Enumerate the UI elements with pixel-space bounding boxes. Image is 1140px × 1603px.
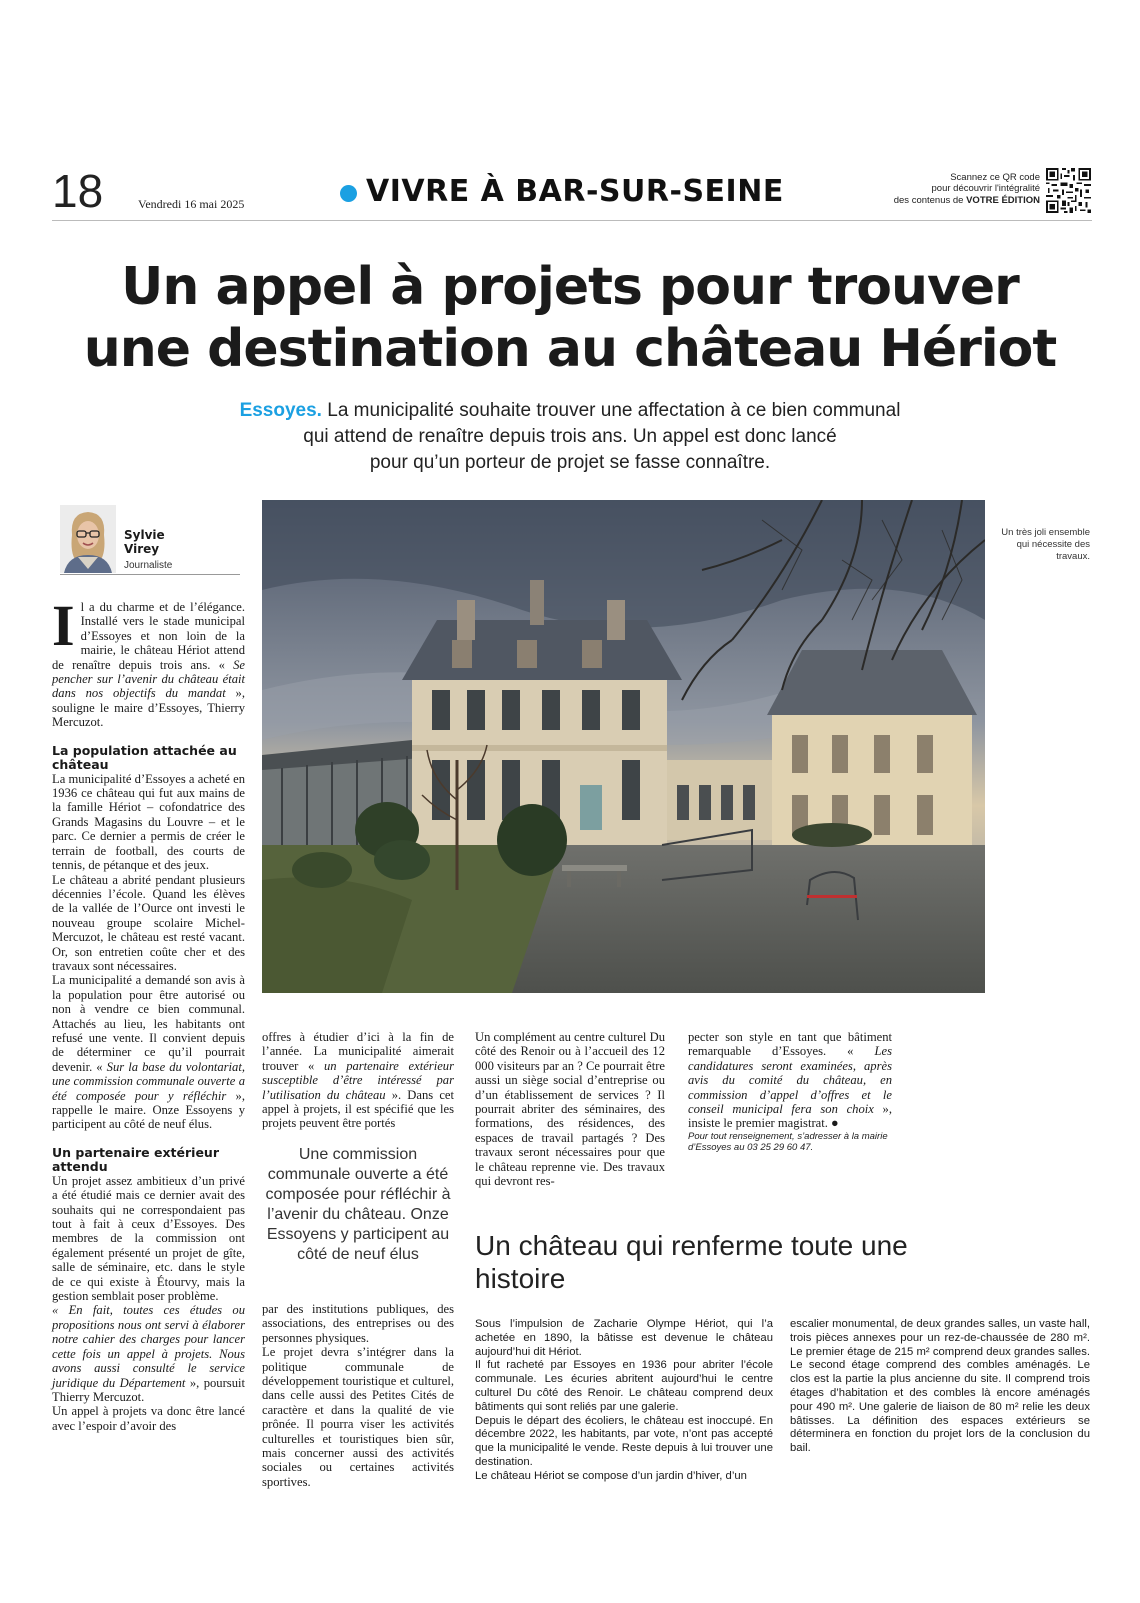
offers-text-b: ». Dans cet appel à projets, il est spécifié que les projets peuvent être portés [262,1087,454,1131]
paragraph-applicants: par des institutions publiques, des associations, des entreprises ou des personnes physiques. [262,1302,454,1345]
article-column-3 [475,1030,665,1188]
sidebar-paragraph-4: Le château Hériot se compose d’un jardin d’hiver, d’un [475,1469,747,1482]
selection-text-a: pecter son style en tant que bâtiment remarquable d’Essoyes. « [688,1030,892,1059]
article-column-1 [52,593,246,1433]
issue-date: Vendredi 16 mai 2025 [138,197,245,211]
offers-quote: un partenaire extérieur susceptible d’être intéressé par l’utilisation du château [262,1058,454,1102]
headline-line-2: une destination au château Hériot [83,319,1057,379]
qr-line-3 [850,195,1040,206]
intro-text-b: », souligne le maire d’Essoyes, Thierry Mercuzot. [52,686,245,730]
paragraph-offers [262,1030,454,1131]
article-headline [40,256,1100,380]
chateau-photo [262,500,985,993]
offers-text-a: offres à étudier d’ici à la fin de l’année. La municipalité aimerait trouver « [262,1030,454,1073]
paragraph-projects: Un projet assez ambitieux d’un privé a été étudié mais ce dernier avait des souhaits qui ne correspondaient pas tout à fait à ceux d’Essoyes. Des membres de la commission ont également présenté un projet de gîte, salle de séminaire, etc. dans le style de ce qui existe à Étourvy, mais la gestion semblait poser problème. [52,1173,245,1304]
paragraph-ideas: Un complément au centre culturel Du côté des Renoir ou à l’accueil des 12 000 visiteurs par an ? Ce pourrait être aussi un siège social d’entreprise ou d’un établissement de services ? Il pourrait abriter des séminaires, des formations, des résidences, des espaces de travail partagés ? Des travaux seront nécessaires pour que le château reprenne vie. Des travaux qui devront res- [475,1030,665,1189]
qr-line-3-prefix: des contenus de [893,194,967,206]
selection-quote: Les candidatures seront examinées, après avis du comité du château, en commission d’appel d’offres et le conseil municipal fera son choix [688,1044,892,1117]
qr-instructions [850,172,1040,206]
byline-divider [60,574,240,575]
standfirst-text-1: La municipalité souhaite trouver une affectation à ce bien communal [321,400,901,421]
author-portrait [60,505,116,573]
subhead-partner: Un partenaire extérieur attendu [52,1144,219,1174]
paragraph-intro [52,593,245,730]
paragraph-policy: Le projet devra s’intégrer dans la politique communale de développement touristique et culturel, dans celle aussi des Petites Cités de caractère et dans la qualité de vie prônée. Il pourra viser les activités culturelles et touristiques bien sûr, mais concerner aussi des activités sociales ou certaines activités sportives. [262,1345,454,1489]
headline-line-1: Un appel à projets pour trouver [121,257,1019,317]
sidebar-title: Un château qui renferme toute une histoire [475,1230,908,1294]
section-bullet-icon [340,185,357,202]
paragraph-consultation [52,973,245,1131]
pull-quote: Une commission communale ouverte a été composée pour réfléchir à l’avenir du château. Onze Essoyens y participent au côté de neuf élus [265,1146,451,1263]
consultation-text-b: », rappelle le maire. Onze Essoyens y participent au côté de neuf élus. [52,1088,245,1132]
qr-line-1: Scannez ce QR code [950,172,1040,183]
article-column-4 [688,1030,892,1154]
paragraph-history: La municipalité d’Essoyes a acheté en 1936 ce château qui fut aux mains de la famille Hériot – cofondatrice des Grands Magasins du Louvre – et le parc. Ce dernier a permis de créer le terrain de football, des courts de tennis, de pétanque et des jeux. [52,771,245,873]
article-column-2 [262,1030,454,1131]
qr-code-icon[interactable] [1046,168,1091,213]
qr-line-2: pour découvrir l'intégralité [931,183,1040,195]
section-title: VIVRE À BAR-SUR-SEINE [366,174,784,209]
sidebar-paragraph-5: escalier monumental, de deux grandes salles, un vaste hall, trois pièces annexes pour un rez-de-chaussée de 280 m². Le premier étage de 215 m² comprend deux grandes salles. Le second étage comprend des combles aménagés. Le clos est la partie la plus ancienne du site. Il comprend trois étages d’habitation et des combles là encore aménagés pour 490 m². Une galerie de liaison de 80 m² relie les deux bâtisses. La définition des espaces extérieurs se déterminera en fonction du projet lors de la conclusion du bail. [790,1318,1090,1455]
standfirst-text-3: pour qu’un porteur de projet se fasse connaître. [369,452,771,473]
sidebar-column-1 [475,1318,773,1484]
author-last-name: Virey [124,542,160,556]
intro-text-a: l a du charme et de l’élégance. Installé vers le stade municipal d’Essoyes et non loin de la mairie, le château Hériot attend de renaître depuis trois ans. « [52,600,245,672]
standfirst-text-2: qui attend de renaître depuis trois ans. Un appel est donc lancé [303,426,837,447]
contact-info: Pour tout renseignement, s’adresser à la mairie d’Essoyes au 03 25 29 60 47. [688,1130,888,1154]
photo-caption: Un très joli ensemble qui nécessite des travaux. [1001,527,1090,562]
article-standfirst [200,398,940,476]
article-column-2-continued [262,1302,454,1489]
sidebar-column-2 [790,1318,1090,1456]
consultation-text-a: La municipalité a demandé son avis à la population pour être autorisé ou non à vendre ce bien communal. Attachés au lieu, les habitants ont refusé une vente. Il convient depuis de déterminer ce qu’il pourrait devenir. « [52,973,245,1074]
sidebar-paragraph-2: Il fut racheté par Essoyes en 1936 pour abriter l’école communale. Les écuries abritent aujourd’hui le centre culturel Du côté des Renoir. Le château comprend deux bâtiments qui sont reliés par une galerie. [475,1359,773,1413]
page-number: 18 [52,165,104,217]
standfirst-location: Essoyes. [239,400,322,421]
intro-quote: Se pencher sur l’avenir du château était dans nos objectifs du mandat [52,657,245,701]
header-divider [52,220,1092,221]
author-name [124,528,165,556]
selection-text-b: », insiste le premier magistrat. ● [688,1102,892,1131]
paragraph-selection [688,1030,892,1131]
mayor-quote-attribution: », poursuit Thierry Mercuzot. [52,1375,245,1404]
paragraph-appeal: Un appel à projets va donc être lancé avec l’espoir d’avoir des [52,1404,245,1433]
sidebar-paragraph-1: Sous l’impulsion de Zacharie Olympe Hériot, qui l’a achetée en 1890, la bâtisse est devenue le château aujourd’hui dit Hériot. [475,1318,773,1358]
sidebar-paragraph-3: Depuis le départ des écoliers, le château est inoccupé. En décembre 2022, les habitants, par vote, n’ont pas accepté que la municipalité le vende. Reste depuis à lui trouver une destination. [475,1414,773,1468]
subhead-population: La population attachée au château [52,742,237,772]
author-first-name: Sylvie [124,528,165,542]
consultation-quote: Sur la base du volontariat, une commission communale ouverte a été composée pour y réfléchir [52,1059,246,1103]
drop-cap: I [52,593,75,658]
paragraph-school: Le château a abrité pendant plusieurs décennies l’école. Quand les élèves de la vallée de l’Ource ont investi le nouveau groupe scolaire Michel-Mercuzot, le château est resté vacant. Or, son entretien coûte cher et des travaux sont nécessaires. [52,872,245,973]
paragraph-mayor-quote [52,1303,245,1404]
author-role: Journaliste [124,560,173,571]
mayor-quote: « En fait, toutes ces études ou propositions nous ont servi à élaborer notre cahier des charges pour lancer cette fois un appel à projets. Nous avons aussi consulté le service juridique du Département [52,1303,245,1390]
qr-line-3-brand: VOTRE ÉDITION [966,194,1040,206]
